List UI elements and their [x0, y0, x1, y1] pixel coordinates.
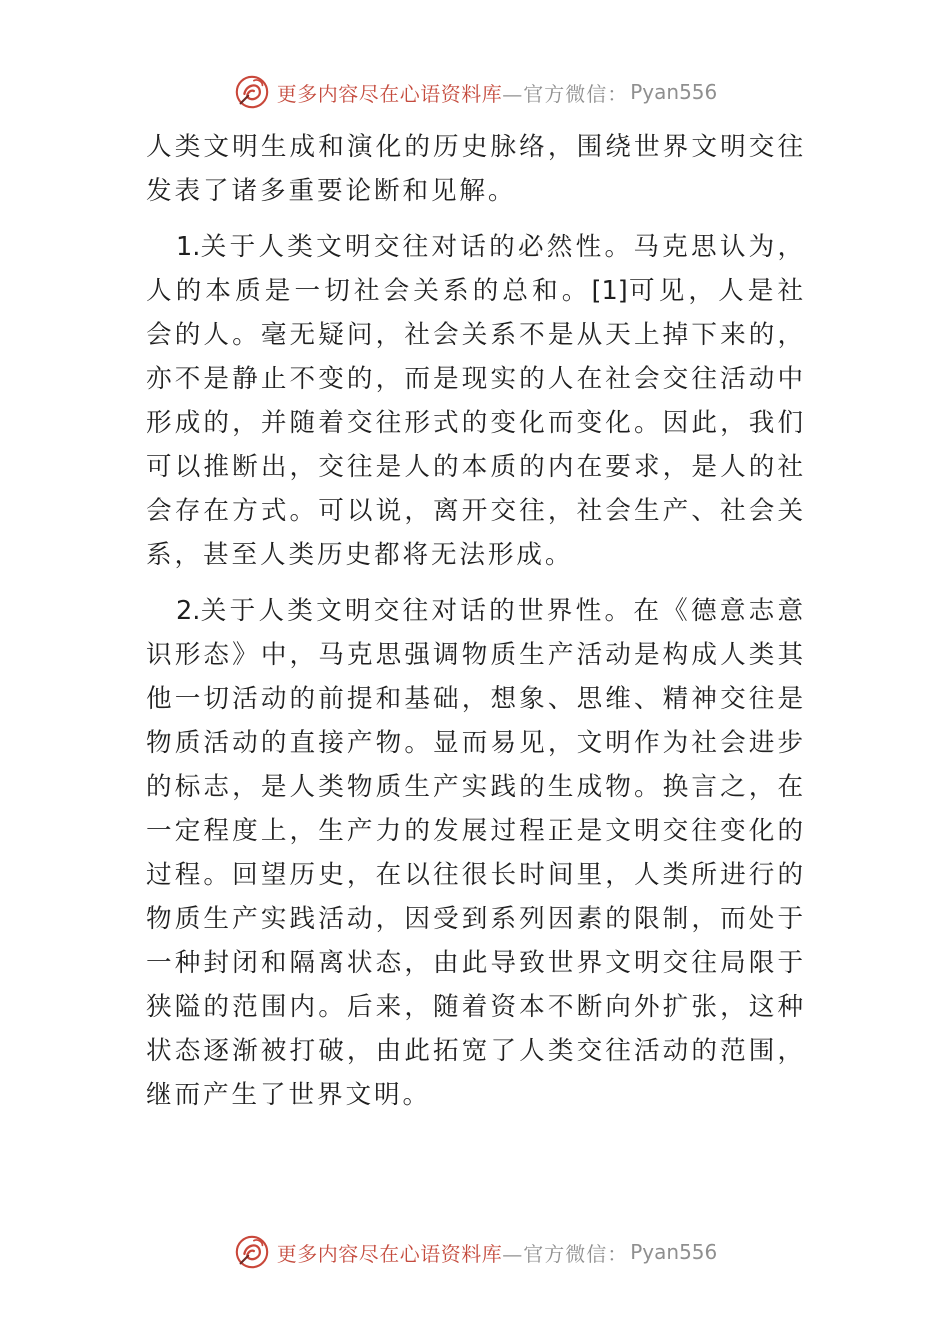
paragraph-text: 关于人类文明交往对话的必然性。马克思认为，人的本质是一切社会关系的总和。: [146, 232, 806, 306]
paragraph-text-cont: 可见，人是社会的人。毫无疑问，社会关系不是从天上掉下来的，亦不是静止不变的，而是现实的人在社会交往活动中形成的，并随着交往形式的变化而变化。因此，我们可以推断出，交往是人的本质的内在要求，是人的社会存在方式。可以说，离开交往，社会生产、社会关系，甚至人类历史都将无法形成。: [146, 276, 806, 570]
footer-watermark: [0, 1230, 950, 1274]
wechat-id: Pyan556: [630, 1240, 718, 1264]
paragraph-0: [146, 125, 806, 213]
wechat-id: Pyan556: [630, 80, 718, 104]
section-number: 2.: [176, 596, 201, 626]
brand-text: 更多内容尽在心语资料库: [276, 1241, 503, 1266]
rose-seal-icon: [233, 73, 271, 111]
wechat-label: —官方微信：: [502, 1241, 629, 1266]
paragraph-1: [146, 225, 806, 577]
paragraph-text: 关于人类文明交往对话的世界性。在《德意志意识形态》中，马克思强调物质生产活动是构成人类其他一切活动的前提和基础，想象、思维、精神交往是物质活动的直接产物。显而易见，文明作为社会进步的标志，是人类物质生产实践的生成物。换言之，在一定程度上，生产力的发展过程正是文明交往变化的过程。回望历史，在以往很长时间里，人类所进行的物质生产实践活动，因受到系列因素的限制，而处于一种封闭和隔离状态，由此导致世界文明交往局限于狭隘的范围内。后来，随着资本不断向外扩张，这种状态逐渐被打破，由此拓宽了人类交往活动的范围，继而产生了世界文明。: [146, 596, 806, 1110]
rose-seal-icon: [233, 1233, 271, 1271]
citation-ref: [1]: [591, 276, 628, 306]
paragraph-text: 人类文明生成和演化的历史脉络，围绕世界文明交往发表了诸多重要论断和见解。: [146, 132, 806, 206]
wechat-label: —官方微信：: [502, 81, 629, 106]
section-number: 1.: [176, 232, 201, 262]
brand-text: 更多内容尽在心语资料库: [276, 81, 503, 106]
document-body: [146, 125, 806, 1117]
header-watermark: [0, 70, 950, 114]
paragraph-2: [146, 589, 806, 1117]
